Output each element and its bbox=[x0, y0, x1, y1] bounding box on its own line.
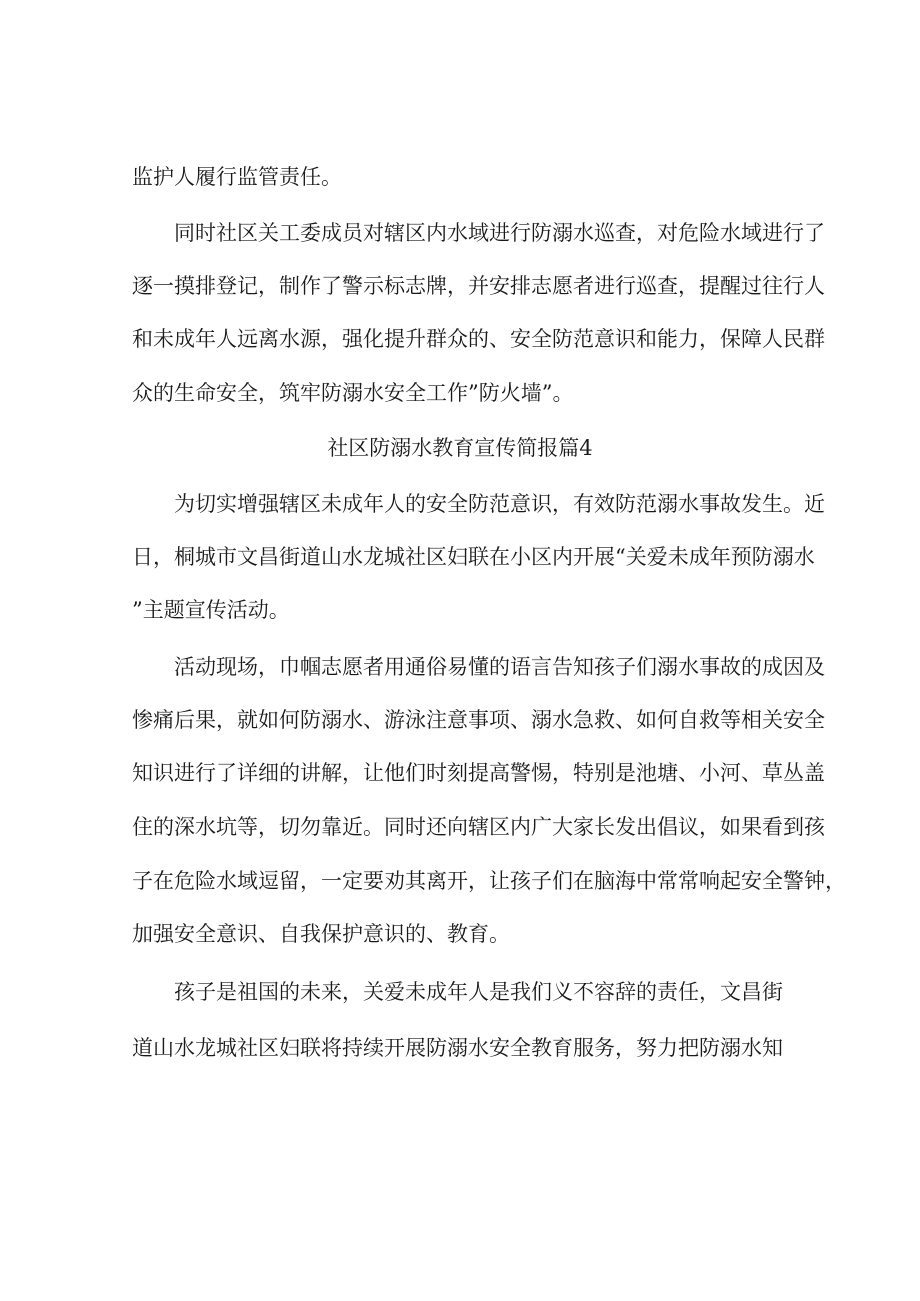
paragraph-line: 惨痛后果，就如何防溺水、游泳注意事项、溺水急救、如何自救等相关安全 bbox=[132, 708, 825, 732]
paragraph-line: 子在危险水域逗留，一定要劝其离开，让孩子们在脑海中常常响起安全警钟， bbox=[132, 869, 846, 893]
paragraph-line: 知识进行了详细的讲解，让他们时刻提高警惕，特别是池塘、小河、草丛盖 bbox=[132, 761, 825, 785]
paragraph-line: 日，桐城市文昌街道山水龙城社区妇联在小区内开展“关爱未成年预防溺水 bbox=[132, 545, 815, 569]
paragraph-line: 加强安全意识、自我保护意识的、教育。 bbox=[132, 922, 510, 946]
paragraph-line: 住的深水坑等，切勿靠近。同时还向辖区内广大家长发出倡议，如果看到孩 bbox=[132, 815, 825, 839]
paragraph-line: 活动现场，巾帼志愿者用通俗易懂的语言告知孩子们溺水事故的成因及 bbox=[174, 655, 825, 679]
paragraph-line: 为切实增强辖区未成年人的安全防范意识，有效防范溺水事故发生。近 bbox=[174, 492, 825, 516]
paragraph-line: ”主题宣传活动。 bbox=[132, 598, 290, 622]
paragraph-line: 监护人履行监管责任。 bbox=[132, 165, 342, 189]
paragraph-line: 逐一摸排登记，制作了警示标志牌，并安排志愿者进行巡查，提醒过往行人 bbox=[132, 274, 825, 298]
paragraph-line: 孩子是祖国的未来，关爱未成年人是我们义不容辞的责任，文昌街 bbox=[174, 980, 783, 1004]
paragraph-line: 众的生命安全，筑牢防溺水安全工作”防火墙”。 bbox=[132, 381, 574, 405]
paragraph-line: 同时社区关工委成员对辖区内水域进行防溺水巡查，对危险水域进行了 bbox=[174, 221, 825, 245]
paragraph-line: 和未成年人远离水源，强化提升群众的、安全防范意识和能力，保障人民群 bbox=[132, 327, 825, 351]
paragraph-line: 道山水龙城社区妇联将持续开展防溺水安全教育服务，努力把防溺水知 bbox=[132, 1036, 783, 1060]
section-heading: 社区防溺水教育宣传简报篇4 bbox=[327, 436, 593, 460]
